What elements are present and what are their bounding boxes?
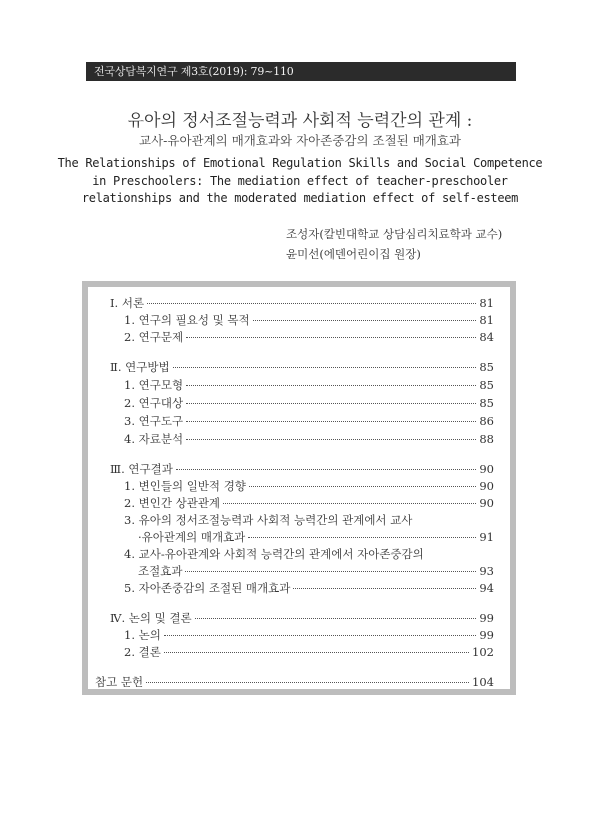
toc-entry (124, 546, 494, 562)
toc-entry-label: 2. 결론 (124, 645, 161, 659)
toc-entry-page: 85 (479, 360, 494, 374)
toc-entry-page: 88 (479, 432, 494, 446)
toc-entry-label: 2. 연구문제 (124, 330, 184, 344)
author-2: 윤미선(에덴어린이집 원장) (286, 247, 421, 261)
toc-entry-page: 86 (479, 414, 494, 428)
toc-leader-dots (249, 486, 476, 487)
toc-entry-label: ·유아관계의 매개효과 (138, 530, 246, 544)
toc-entry-page: 90 (479, 462, 494, 476)
toc-entry-label: Ⅳ. 논의 및 결론 (110, 611, 192, 625)
toc-entry (138, 563, 494, 579)
toc-entry-label: 3. 유아의 정서조절능력과 사회적 능력간의 관계에서 교사 (124, 513, 413, 527)
toc-entry-label: 1. 논의 (124, 628, 161, 642)
toc-leader-dots (173, 367, 477, 368)
toc-leader-dots (164, 652, 469, 653)
toc-entry-label: 4. 자료분석 (124, 432, 184, 446)
toc-entry-page: 91 (479, 530, 494, 544)
english-title-line: in Preschoolers: The mediation effect of teacher-preschooler (92, 173, 508, 188)
toc-entry-page: 85 (479, 378, 494, 392)
toc-entry (138, 529, 494, 545)
toc-leader-dots (186, 385, 476, 386)
toc-entry (124, 413, 494, 429)
toc-entry-page: 99 (479, 611, 494, 625)
toc-entry-page: 104 (472, 675, 494, 689)
toc-entry (124, 395, 494, 411)
toc-leader-dots (293, 588, 476, 589)
toc-entry-label: Ⅱ. 연구방법 (110, 360, 170, 374)
toc-leader-dots (186, 439, 476, 440)
author-1: 조성자(칼빈대학교 상담심리치료학과 교수) (286, 227, 503, 241)
toc-entry-label: 1. 변인들의 일반적 경향 (124, 479, 246, 493)
toc-entry-page: 90 (479, 479, 494, 493)
toc-leader-dots (164, 635, 477, 636)
toc-entry-label: Ⅰ. 서론 (110, 296, 145, 310)
toc-leader-dots (186, 421, 476, 422)
toc-entry-page: 102 (472, 645, 494, 659)
toc-entry (124, 329, 494, 345)
toc-entry-page: 81 (479, 313, 494, 327)
toc-entry-label: 3. 연구도구 (124, 414, 184, 428)
journal-header-bar (86, 62, 516, 81)
toc-leader-dots (186, 403, 476, 404)
toc-entry (124, 580, 494, 596)
toc-leader-dots (146, 682, 469, 683)
toc-entry-label: 4. 교사-유아관계와 사회적 능력간의 관계에서 자아존중감의 (124, 547, 424, 561)
toc-entry-label: Ⅲ. 연구결과 (110, 462, 173, 476)
toc-entry-page: 90 (479, 496, 494, 510)
toc-entry (124, 377, 494, 393)
toc-entry (95, 674, 494, 690)
toc-entry-label: 5. 자아존중감의 조절된 매개효과 (124, 581, 291, 595)
toc-entry-page: 94 (479, 581, 494, 595)
toc-entry-page: 99 (479, 628, 494, 642)
toc-entry-label: 2. 연구대상 (124, 396, 184, 410)
korean-title: 유아의 정서조절능력과 사회적 능력간의 관계 : (127, 111, 473, 131)
toc-entry-label: 조절효과 (138, 564, 183, 578)
english-title-line: relationships and the moderated mediation effect of self-esteem (81, 191, 519, 205)
toc-entry-page: 93 (479, 564, 494, 578)
toc-leader-dots (195, 618, 477, 619)
toc-leader-dots (185, 571, 476, 572)
toc-leader-dots (248, 537, 476, 538)
toc-entry-label: 참고 문헌 (95, 675, 144, 689)
toc-entry (110, 461, 494, 477)
toc-entry (124, 627, 494, 643)
toc-leader-dots (147, 303, 476, 304)
toc-entry (124, 512, 494, 528)
english-title (0, 155, 600, 208)
table-of-contents (88, 287, 510, 689)
toc-leader-dots (186, 337, 476, 338)
toc-entry-page: 81 (479, 296, 494, 310)
toc-entry (110, 359, 494, 375)
toc-entry-label: 1. 연구의 필요성 및 목적 (124, 313, 250, 327)
toc-leader-dots (176, 469, 477, 470)
toc-entry-label: 1. 연구모형 (124, 378, 184, 392)
toc-entry (124, 495, 494, 511)
toc-leader-dots (223, 503, 476, 504)
toc-leader-dots (253, 320, 477, 321)
toc-entry (110, 610, 494, 626)
toc-entry (124, 644, 494, 660)
toc-entry (110, 295, 494, 311)
toc-entry (124, 431, 494, 447)
table-of-contents-frame (82, 281, 516, 695)
korean-subtitle: 교사-유아관계의 매개효과와 자아존중감의 조절된 매개효과 (139, 133, 461, 148)
journal-citation: 전국상담복지연구 제3호(2019): 79~110 (94, 65, 294, 78)
toc-entry-label: 2. 변인간 상관관계 (124, 496, 221, 510)
english-title-line: The Relationships of Emotional Regulation Skills and Social Competence (57, 156, 543, 170)
toc-entry (124, 478, 494, 494)
toc-entry (124, 312, 494, 328)
toc-entry-page: 85 (479, 396, 494, 410)
toc-entry-page: 84 (479, 330, 494, 344)
